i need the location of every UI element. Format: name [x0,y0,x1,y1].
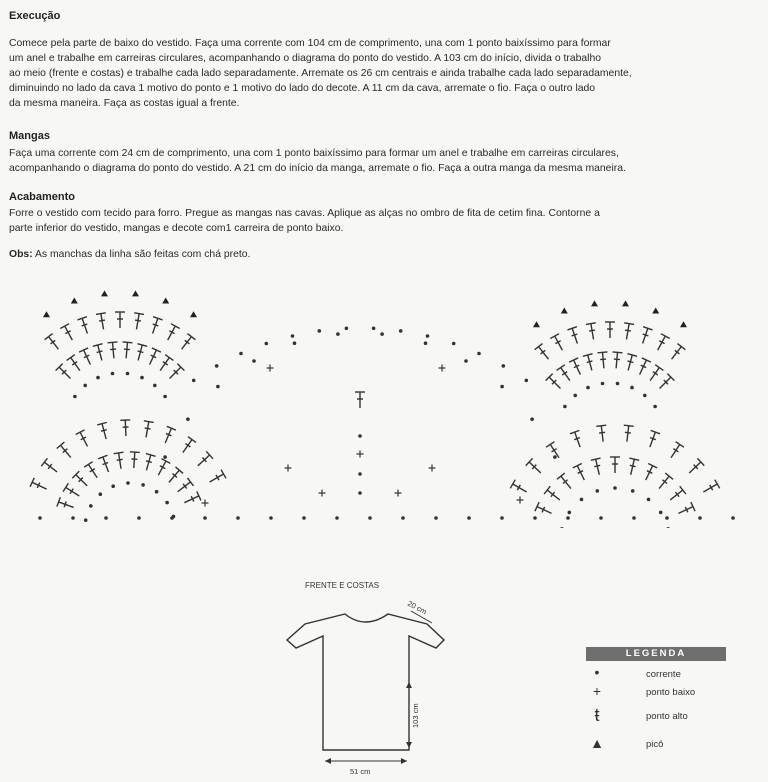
chain-dot-symbol [500,385,504,389]
double-crochet-symbol [132,313,145,330]
double-crochet-symbol [60,324,76,343]
single-crochet-symbol [202,500,209,507]
single-crochet-symbol [357,451,364,458]
single-crochet-symbol [429,465,436,472]
diagram-layer [30,290,735,528]
double-crochet-symbol [93,344,107,362]
chain-dot-symbol [568,511,572,515]
legend-label: ponto baixo [646,687,696,698]
double-crochet-symbol [98,455,113,474]
chain-dot-symbol [643,394,647,398]
chain-dot-symbol [553,455,557,459]
double-crochet-symbol [194,451,213,469]
double-crochet-symbol [142,454,156,472]
double-crochet-symbol [355,392,365,408]
picot-symbol [591,300,598,306]
chain-dot-symbol [71,516,75,520]
double-crochet-symbol [57,497,75,512]
double-crochet-symbol [653,334,669,353]
double-crochet-symbol [626,458,639,476]
chain-dot-symbol [464,359,468,363]
width-dim-label: 51 cm [350,767,371,776]
double-crochet-symbol [567,327,582,345]
double-crochet-symbol [76,430,92,449]
chain-dot-symbol [632,516,636,520]
chain-dot-symbol [236,516,240,520]
chain-dot-symbol [137,516,141,520]
double-crochet-symbol [526,458,545,476]
double-crochet-symbol [72,471,90,489]
chain-dot-symbol [186,417,190,421]
paragraph-line: diminuindo no lado da cava 1 motivo do ponto e 1 motivo do lado do decote. A 11 cm da cava, arremate o fio. Faça o outro lado [9,83,596,94]
length-arrow-bottom [406,742,412,748]
picot-symbol [132,290,139,296]
chain-dot-symbol [424,341,428,345]
paragraph-line: acompanhando o diagrama do ponto do vestido. A 21 cm do início da manga, arremate o fio. Faça a outra manga da mesma maneira. [9,163,626,174]
width-arrow-right [401,758,407,764]
picot-icon: ▲ [590,735,604,751]
chain-dot-symbol [358,434,362,438]
double-crochet-symbol [622,425,634,442]
double-crochet-symbol [45,334,63,353]
double-crochet-symbol [635,358,651,377]
chain-dot-symbol [99,492,103,496]
legend-item [586,737,726,757]
chain-dot-symbol [38,516,42,520]
double-crochet-symbol [510,480,529,497]
double-crochet-symbol [121,342,132,359]
legend-label: corrente [646,669,681,680]
double-crochet-symbol [701,480,720,497]
chain-dot-symbol [163,455,167,459]
double-crochet-symbol [115,312,125,328]
double-crochet-symbol [646,365,663,384]
single-crochet-symbol [267,365,274,372]
double-crochet-symbol [67,355,84,374]
chain-dot-symbol [563,405,567,409]
double-crochet-symbol [133,344,147,362]
double-crochet-symbol [154,459,170,478]
chain-dot-symbol [126,372,130,376]
double-crochet-symbol [163,324,179,343]
single-crochet-symbol [319,490,326,497]
double-crochet-symbol [161,426,176,445]
double-crochet-symbol [77,317,92,335]
chain-dot-symbol [358,491,362,495]
double-crochet-symbol [63,483,82,500]
chain-dot-symbol [731,516,735,520]
double-crochet-symbol [622,323,635,340]
chain-dot-symbol [170,516,174,520]
picot-symbol [43,311,50,317]
chain-dot-symbol [647,498,651,502]
double-crochet-symbol [79,348,95,367]
chain-dot-symbol [573,394,577,398]
chain-dot-symbol [141,483,145,487]
picot-symbol [71,298,78,304]
section-title-acabamento: Acabamento [9,191,76,203]
picot-symbol [680,321,687,327]
paragraph-line: Faça uma corrente com 24 cm de comprimento, una com 1 ponto baixíssimo para formar um anel e trabalhe em carreiras circulares, [9,148,619,159]
legend-item [586,705,726,729]
legend-label: picô [646,739,664,750]
chain-dot-symbol [192,379,196,383]
paragraph-line: Forre o vestido com tecido para forro. Pregue as mangas nas cavas. Aplique as alças no ombro de fita de cetim fina. Contorne a [9,208,600,219]
double-crochet-icon: ŧ [594,705,600,725]
double-crochet-symbol [544,486,563,504]
chain-dot-symbol [336,332,340,336]
double-crochet-symbol [557,473,575,492]
chain-dot-symbol [269,516,273,520]
double-crochet-symbol [535,344,553,363]
chain-dot-symbol [155,490,159,494]
chain-dot-symbol [631,489,635,493]
double-crochet-symbol [108,342,119,359]
picot-symbol [561,308,568,314]
chain-dot-symbol [601,382,605,386]
double-crochet-symbol [145,348,161,367]
double-crochet-symbol [656,374,674,392]
double-crochet-symbol [148,317,163,335]
paragraph-line: Comece pela parte de baixo do vestido. Faça uma corrente com 104 cm de comprimento, una com 1 ponto baixíssimo para formar [9,38,611,49]
double-crochet-symbol [573,464,589,483]
picot-symbol [101,290,108,296]
double-crochet-symbol [645,430,660,448]
chain-dot-symbol [599,516,603,520]
chain-dot-symbol [467,516,471,520]
chain-dot-symbol [653,405,657,409]
chain-dot-symbol [580,498,584,502]
paragraph-line: parte inferior do vestido, mangas e decote com1 carreira de ponto baixo. [9,223,344,234]
chain-dot-symbol [216,385,220,389]
double-crochet-symbol [605,322,615,338]
double-crochet-symbol [41,458,60,476]
single-crochet-icon: + [592,683,602,699]
double-crochet-symbol [179,437,196,456]
chain-dot-symbol [140,376,144,380]
double-crochet-symbol [668,344,686,363]
double-crochet-symbol [638,327,653,345]
double-crochet-symbol [641,464,657,483]
double-crochet-symbol [586,323,599,340]
chain-dot-symbol [665,516,669,520]
double-crochet-symbol [535,502,554,518]
obs-note [9,247,761,262]
chain-dot-symbol [698,516,702,520]
double-crochet-symbol [175,478,194,496]
chain-dot-symbol [73,395,77,399]
section-title-execucao: Execução [9,10,61,22]
single-crochet-symbol [285,465,292,472]
chain-dot-symbol [203,516,207,520]
chain-dot-symbol [358,472,362,476]
double-crochet-symbol [686,458,705,476]
double-crochet-symbol [546,374,564,392]
double-crochet-symbol [610,457,620,473]
section-title-mangas: Mangas [9,130,50,142]
chain-dot-symbol [530,417,534,421]
paragraph-line: um anel e trabalhe em carreiras circulares, acompanhando o diagrama do ponto do vestido. A 103 cm do início, divida o trabalho [9,53,602,64]
chain-dot-symbol [426,334,430,338]
chain-dot-symbol [500,516,504,520]
picot-symbol [533,321,540,327]
double-crochet-symbol [570,430,585,448]
paragraph-line: ao meio (frente e costas) e trabalhe cada lado separadamente. Arremate os 26 cm centrais e ainda trabalhe cada lado separadamente, [9,68,632,79]
double-crochet-symbol [557,365,574,384]
chain-dot-symbol [380,332,384,336]
chain-dot-symbol [630,386,634,390]
chain-dot-symbol [291,334,295,338]
width-arrow-left [325,758,331,764]
chain-dot-symbol [111,372,115,376]
single-crochet-symbol [517,497,524,504]
chain-dot-symbol [163,395,167,399]
chain-dot-symbol [560,527,564,528]
chain-dot-symbol [345,327,349,331]
chain-dot-symbol [126,481,130,485]
double-crochet-symbol [667,486,686,504]
single-crochet-symbol [439,365,446,372]
chain-dot-symbol [399,329,403,333]
chain-dot-symbol [533,516,537,520]
double-crochet-symbol [550,334,566,353]
double-crochet-symbol [120,420,131,436]
chain-dot-symbol [215,364,219,368]
double-crochet-symbol [114,452,126,469]
chain-dot-symbol [111,484,115,488]
double-crochet-symbol [596,425,608,442]
chain-dot-symbol [302,516,306,520]
legend-title: LEGENDA [586,647,726,661]
double-crochet-symbol [96,313,109,330]
double-crochet-symbol [569,358,585,377]
picot-symbol [190,311,197,317]
double-crochet-symbol [97,422,111,440]
double-crochet-symbol [676,502,695,518]
double-crochet-symbol [182,491,201,507]
chain-dot-icon: • [594,664,600,680]
picot-symbol [652,308,659,314]
double-crochet-symbol [667,442,684,461]
chain-dot-symbol [83,384,87,388]
double-crochet-symbol [583,354,597,372]
legend-label: ponto alto [646,711,688,722]
double-crochet-symbol [141,421,154,438]
chain-dot-symbol [372,327,376,331]
chain-dot-symbol [165,501,169,505]
dress-outline [287,614,444,750]
chain-dot-symbol [659,511,663,515]
length-arrow-top [406,682,412,688]
picot-symbol [622,300,629,306]
double-crochet-symbol [156,355,173,374]
garment-schematic [270,578,470,778]
chain-dot-symbol [335,516,339,520]
stitch-diagram [0,288,768,528]
double-crochet-symbol [30,478,49,494]
double-crochet-symbol [611,352,622,369]
chain-dot-symbol [502,364,506,368]
chain-dot-symbol [434,516,438,520]
chain-dot-symbol [96,376,100,380]
picot-symbol [162,298,169,304]
double-crochet-symbol [623,354,637,372]
legend-item [586,685,726,705]
obs-label: Obs: [9,249,33,260]
paragraph-line: da mesma maneira. Faça as costas igual a frente. [9,98,240,109]
double-crochet-symbol [166,364,184,382]
chain-dot-symbol [613,486,617,490]
chain-dot-symbol [252,359,256,363]
single-crochet-symbol [395,490,402,497]
double-crochet-symbol [591,458,604,476]
double-crochet-symbol [84,462,101,481]
double-crochet-symbol [178,334,196,353]
chain-dot-symbol [586,386,590,390]
double-crochet-symbol [655,473,673,492]
double-crochet-symbol [207,470,226,487]
chain-dot-symbol [596,489,600,493]
obs-text: As manchas da linha são feitas com chá preto. [35,249,251,260]
legend-box [586,647,726,759]
length-dim-label: 103 cm [411,703,420,728]
chain-dot-symbol [265,342,269,346]
double-crochet-symbol [56,364,74,382]
double-crochet-symbol [129,452,140,469]
sleeve-dim-label: 20 cm [406,598,429,617]
chain-dot-symbol [616,382,620,386]
chain-dot-symbol [368,516,372,520]
chain-dot-symbol [477,352,481,356]
chain-dot-symbol [89,504,93,508]
chain-dot-symbol [239,352,243,356]
chain-dot-symbol [318,329,322,333]
double-crochet-symbol [57,442,75,461]
chain-dot-symbol [566,516,570,520]
chain-dot-symbol [666,527,670,528]
chain-dot-symbol [401,516,405,520]
chain-dot-symbol [84,518,88,522]
chain-dot-symbol [293,341,297,345]
garment-title: FRENTE E COSTAS [305,581,380,590]
chain-dot-symbol [104,516,108,520]
chain-dot-symbol [525,379,529,383]
double-crochet-symbol [598,352,609,369]
chain-dot-symbol [153,384,157,388]
chain-dot-symbol [452,342,456,346]
double-crochet-symbol [165,467,183,486]
